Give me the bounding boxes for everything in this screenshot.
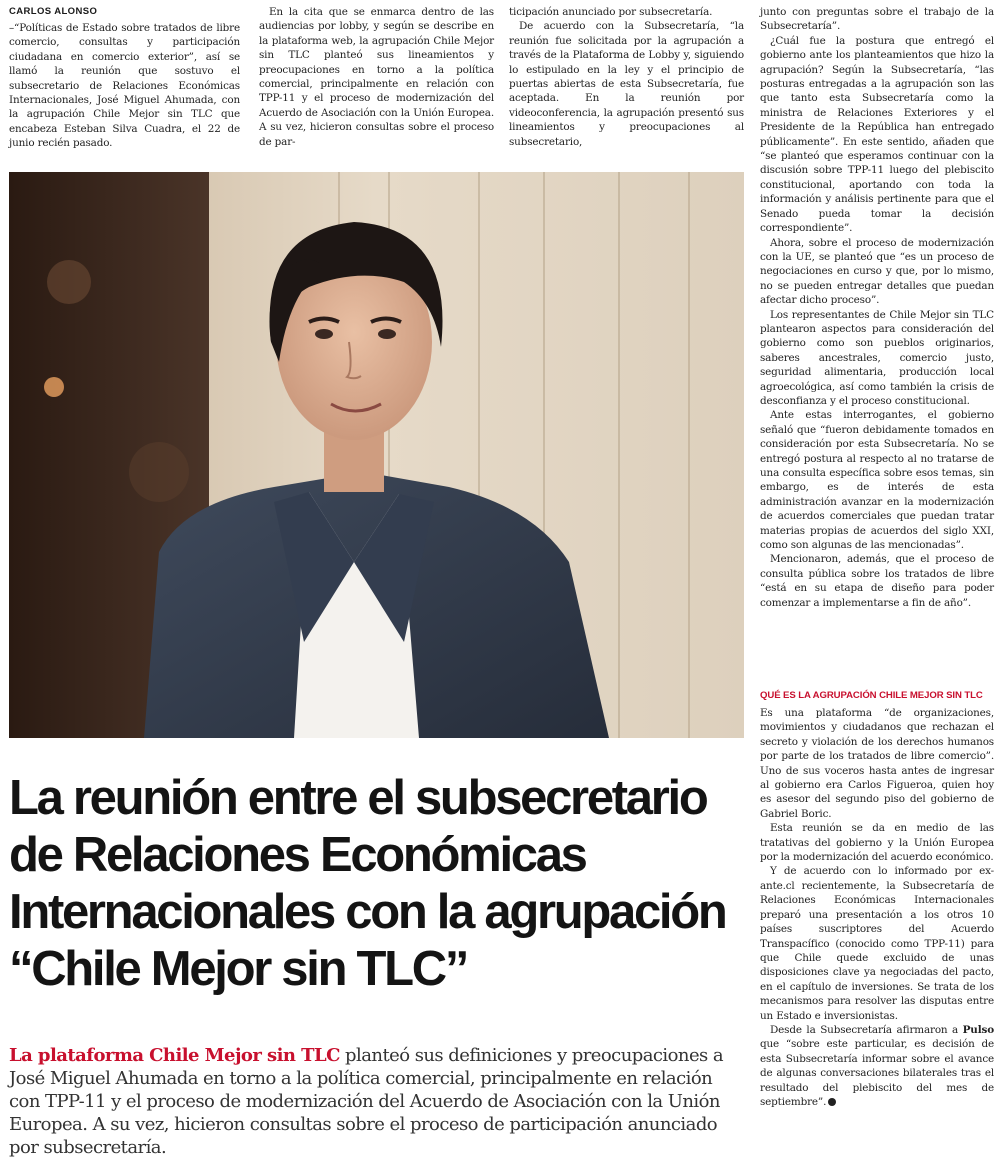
article-column-3 [509,5,744,149]
sidebar-heading: QUÉ ES LA AGRUPACIÓN CHILE MEJOR SIN TLC [760,690,983,701]
text: que “sobre este particular, es decisión de esta Subsecretaría informar sobre el avance de algunas conversaciones bilaterales tras el resultado del plebiscito del mes de septiembre”. [760,1038,994,1108]
headline: La reunión entre el subsecretario de Relaciones Económicas Internacionales con la agrupación “Chile Mejor sin TLC” [9,771,726,996]
paragraph: Ahora, sobre el proceso de modernización con la UE, se planteó que “es un proceso de negociaciones en curso y que, por lo mismo, no se pueden entregar detalles que puedan afectar dicho proceso”. [760,236,994,307]
paragraph: Mencionaron, además, que el proceso de consulta pública sobre los tratados de libre “está en su etapa de diseño para poder comenzar a implementarse a fin de año”. [760,553,994,609]
paragraph: En la cita que se enmarca dentro de las audiencias por lobby, y según se describe en la plataforma web, la agrupación Chile Mejor sin TLC planteó sus lineamientos y preocupaciones en torno a la política comercial, principalmente en relación con TPP-11 y el proceso de modernización del Acuerdo de Asociación con la Unión Europea. A su vez, hicieron consultas sobre el proceso de par- [259,6,494,148]
sidebar-box [760,706,994,1109]
paragraph: ticipación anunciado por subsecretaría. [509,6,713,18]
byline: CARLOS ALONSO [9,6,98,17]
paragraph: Los representantes de Chile Mejor sin TLC plantearon aspectos para consideración del gobierno como son pueblos originarios, saberes ancestrales, comercio justo, seguridad alimentaria, producción local agroecológica, así como también la crisis de desconfianza y el proceso constitucional. [760,308,994,407]
article-column-1 [9,21,240,151]
paragraph: ¿Cuál fue la postura que entregó el gobierno ante los planteamientos que hizo la agrupación? Según la Subsecretaría, “las posturas entregadas a la agrupación son las que tanto esta Subsecretaría como la ministra de Relaciones Exteriores y el Presidente de la República han entregado públicamente”. En este sentido, añaden que “se planteó que esperamos continuar con la discusión sobre TPP-11 luego del plebiscito constitucional, aportando con toda la información y análisis pertinente para que el Senado pueda tomar la decisión correspondiente”. [760,34,994,235]
portrait-photo [9,172,744,738]
end-of-article-icon [828,1098,836,1106]
paragraph: Esta reunión se da en medio de las tratativas del gobierno y la Unión Europea por la modernización del acuerdo económico. [760,822,994,864]
paragraph: Y de acuerdo con lo informado por ex-ante.cl recientemente, la Subsecretaría de Relaciones Económicas Internacionales preparó una presentación a los otros 10 países suscriptores del Acuerdo Transpacífico (conocido como TPP-11) para que Chile quede excluido de unas disposiciones clave ya negociadas del pacto, en el capítulo de inversiones. Se trata de los mecanismos para resolver las disputas entre un Estado e inversionistas. [760,865,994,1022]
deck-lead: La plataforma Chile Mejor sin TLC [9,1045,340,1066]
article-column-4 [760,5,994,610]
paragraph: junto con preguntas sobre el trabajo de la Subsecretaría”. [760,6,994,33]
paragraph [760,1023,994,1109]
paragraph: Ante estas interrogantes, el gobierno señaló que “fueron debidamente tomados en consideración por esta Subsecretaría. No se entregó postura al respecto al no tratarse de una consulta específica sobre esos temas, sin embargo, es de interés de esta administración avanzar en la modernización de acuerdos comerciales que puedan tratar materias propias de acuerdos del siglo XXI, como son algunas de las mencionadas”. [760,409,994,552]
paragraph: –“Políticas de Estado sobre tratados de libre comercio, consultas y participación ciudadana en comercio exterior”, así se llamó la reunión que sostuvo el subsecretario de Relaciones Económicas Internacionales, José Miguel Ahumada, con la agrupación Chile Mejor sin TLC que encabeza Esteban Silva Cuadra, el 22 de junio recién pasado. [9,22,240,150]
deck-body: planteó sus definiciones y preocupaciones a José Miguel Ahumada en torno a la política comercial, principalmente en relación con TPP-11 y el proceso de modernización del Acuerdo de Asociación con la Unión Europea. A su vez, hicieron consultas sobre el proceso de participación anunciado por subsecretaría. [9,1045,724,1158]
deck-summary [9,1044,744,1159]
paragraph: De acuerdo con la Subsecretaría, “la reunión fue solicitada por la agrupación a través de la Plataforma de Lobby y, siguiendo lo estipulado en la ley y el principio de puertas abiertas de esta Subsecretaría, fue aceptada. En la reunión por videoconferencia, la agrupación presentó sus lineamientos y preocupaciones al subsecretario, [509,20,744,148]
text: Desde la Subsecretaría afirmaron a [770,1023,963,1036]
publication-name: Pulso [962,1023,994,1036]
paragraph: Es una plataforma “de organizaciones, movimientos y ciudadanos que rechazan el secreto y violación de los derechos humanos por parte de los tratados de libre comercio”. Uno de sus voceros hasta antes de ingresar al gobierno era Carlos Figueroa, quien hoy es asesor del segundo piso del gobierno de Gabriel Boric. [760,707,994,820]
article-column-2 [259,5,494,149]
